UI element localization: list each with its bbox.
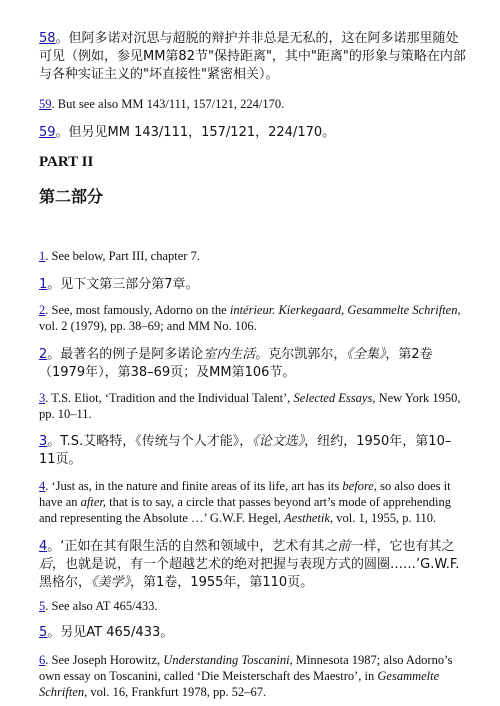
footnote-italic-text: Gesammelte Schriften, [39,669,440,699]
footnote-text: . See Joseph Horowitz, [45,653,164,667]
footnote-number-link[interactable]: 1 [39,277,48,292]
footnote-text: vol. 2 (1979), pp. 38–69; and MM No. 106. [39,319,257,333]
footnote-text: ，第1卷，1955年，第110页。 [130,575,314,590]
footnote-text: . T.S. Eliot, ‘Tradition and the Individual Talent’, [45,391,294,405]
part-heading-zh: 第二部分 [39,187,104,206]
footnote-italic-text: 室内生活 [203,347,256,362]
footnote-text: ，第2卷（1979年），第38–69页；及MM第106节。 [39,347,433,380]
footnote-text: 。最著名的例子是阿多诺论 [47,347,204,362]
footnote-number-link[interactable]: 1 [39,249,46,263]
footnote-number-link[interactable]: 2 [39,303,46,317]
footnote-number-link[interactable]: 5 [39,625,48,640]
footnote-text: 。克尔凯郭尔， [255,347,347,362]
footnote-en-2 [39,302,467,334]
footnote-number-link[interactable]: 58 [39,31,56,46]
footnote-text: 。另见AT 465/433。 [47,625,174,640]
footnote-text: 一样，它也有其之 [350,539,455,554]
footnote-en-6 [39,652,467,700]
footnote-italic-text: 《全集》 [346,347,386,362]
footnote-italic-text: before, [342,479,377,493]
footnote-zh-4 [39,538,467,592]
footnote-en-1 [39,248,467,264]
footnote-text: ，也就是说，有一个超越艺术的绝对把握与表现方式的圆圈……’G.W.F.黑格尔， [39,557,460,590]
footnote-italic-text: 《美学》 [91,575,131,590]
footnote-number-link[interactable]: 3 [39,391,46,405]
footnote-number-link[interactable]: 2 [39,347,48,362]
footnote-text: vol. 16, Frankfurt 1978, pp. 52–67. [87,685,267,699]
footnote-number-link[interactable]: 5 [39,599,46,613]
footnote-text: vol. 1, 1955, p. 110. [333,511,437,525]
footnote-italic-text: 《论文选》 [252,434,305,449]
footnote-italic-text: Aesthetik, [284,511,334,525]
footnote-text: 。但另见MM 143/111，157/121，224/170。 [55,125,336,140]
footnote-italic-text: after, [80,495,107,509]
footnote-number-link[interactable]: 4 [39,479,46,493]
footnote-zh-58 [39,30,467,84]
footnote-en-59 [39,96,467,112]
footnote-italic-text: Selected Essays, [293,391,376,405]
footnote-italic-text: intérieur. Kierkegaard, Gesammelte Schriften, [229,303,461,317]
footnote-text: 。‘正如在其有限生活的自然和领域中，艺术有其 [47,539,325,554]
footnote-text: . ‘Just as, in the nature and finite areas of its life, art has its [45,479,343,493]
footnote-text: 。但阿多诺对沉思与超脱的辩护并非总是无私的，这在阿多诺那里随处可见（例如，参见MM第82节"保持距离"，其中"距离"的形象与策略在内部与各种实证主义的"坏直接性"紧密相关）。 [39,31,466,82]
footnote-italic-text: 之前 [324,539,351,554]
footnote-text: . But see also MM 143/111, 157/121, 224/170. [51,97,285,111]
footnote-zh-1 [39,276,467,294]
footnote-italic-text: 后 [39,557,53,572]
part-heading-en: PART II [39,154,94,170]
footnote-text: so also does it have an [39,479,451,509]
footnote-en-5 [39,598,467,614]
footnote-zh-2 [39,346,467,382]
footnote-text: 。见下文第三部分第7章。 [47,277,199,292]
footnote-text: ，纽约，1950年，第10–11页。 [39,434,452,467]
footnote-number-link[interactable]: 3 [39,434,48,449]
footnote-zh-5 [39,624,467,642]
footnote-number-link[interactable]: 59 [39,125,56,140]
footnote-number-link[interactable]: 59 [39,97,52,111]
footnote-en-3 [39,390,467,422]
footnote-text: . See also AT 465/433. [45,599,158,613]
footnote-italic-text: Understanding Toscanini, [163,653,293,667]
footnote-text: that is to say, a circle that passes beyond art’s mode of apprehending and representing the Absolute …’ G.W.F. Hegel, [39,495,451,525]
footnote-text: . See below, Part III, chapter 7. [45,249,200,263]
footnote-text: Minnesota 1987; also Adorno’s own essay on Toscanini, called ‘Die Meisterschaft des Maestro’, in [39,653,453,683]
footnote-text: 。T.S.艾略特，《传统与个人才能》， [47,434,253,449]
footnote-text: . See, most famously, Adorno on the [45,303,230,317]
footnote-number-link[interactable]: 4 [39,539,48,554]
footnote-text: New York 1950, pp. 10–11. [39,391,461,421]
footnote-zh-3 [39,433,467,469]
footnote-en-4 [39,478,467,526]
footnote-number-link[interactable]: 6 [39,653,46,667]
footnote-zh-59 [39,124,467,142]
